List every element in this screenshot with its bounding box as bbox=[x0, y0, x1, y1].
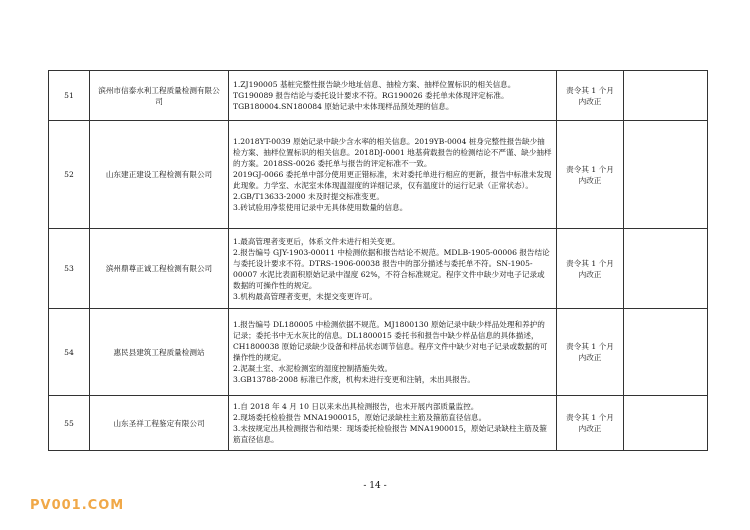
note-cell bbox=[624, 396, 708, 451]
issue-item: 2.泥凝土室、水泥检测室的湿度控制措施失效。 bbox=[233, 364, 393, 373]
issues-cell bbox=[229, 71, 557, 121]
table-row bbox=[49, 229, 708, 309]
issue-item: 2.现场委托检验报告 MNA1900015，原始记录缺柱主筋及箍筋直径信息。 bbox=[233, 413, 487, 422]
issue-item: 3.未按规定出具检测报告和结果：现场委托检验报告 MNA1900015，原始记录缺柱主筋及箍筋直径信息。 bbox=[233, 424, 547, 444]
issue-item: 2.报告编号 GJY-1903-00011 中检测依据和报告结论不规范。MDLB-1905-00006 报告结论与委托设计要求不符。DTRS-1906-00038 报告中的部分描述与委托单不符。SN-1905-00007 水泥比表面积原始记录中湿度 62%，不符合标准规定。程序文件中缺少对电子记录或数据的可操作性的规定。 bbox=[233, 247, 550, 290]
watermark-logo: PV001.COM bbox=[30, 498, 125, 513]
company-name: 滨州市信泰水利工程质量检测有限公司 bbox=[90, 71, 229, 121]
table-row bbox=[49, 396, 708, 451]
company-name: 惠民县建筑工程质量检测站 bbox=[90, 309, 229, 396]
row-number: 51 bbox=[49, 71, 90, 121]
company-name: 山东建正建设工程检测有限公司 bbox=[90, 121, 229, 229]
action-cell: 责令其 1 个月内改正 bbox=[557, 309, 624, 396]
table-row bbox=[49, 309, 708, 396]
row-number: 52 bbox=[49, 121, 90, 229]
inspection-results-table bbox=[48, 70, 708, 451]
company-name: 山东圣祥工程鉴定有限公司 bbox=[90, 396, 229, 451]
note-cell bbox=[624, 71, 708, 121]
row-number: 55 bbox=[49, 396, 90, 451]
issues-cell bbox=[229, 121, 557, 229]
issue-item: 1.ZJ190005 基桩完整性报告缺少地址信息、抽检方案、抽样位置标识的相关信息。TG190089 报告结论与委托设计要求不符。RG190026 委托单未体现评定标准。TGB180004.SN180084 原始记录中未体现样品预处理的信息。 bbox=[233, 80, 516, 111]
action-cell: 责令其 1 个月内改正 bbox=[557, 121, 624, 229]
note-cell bbox=[624, 309, 708, 396]
page-number: - 14 - bbox=[363, 481, 387, 491]
issue-item: 3.机构最高管理者变更，未提交变更许可。 bbox=[233, 291, 377, 301]
note-cell bbox=[624, 229, 708, 309]
issue-item: 3.GB13788-2008 标准已作废，机构未进行变更和注销，未出具报告。 bbox=[233, 375, 476, 384]
table-row bbox=[49, 71, 708, 121]
issues-cell bbox=[229, 229, 557, 309]
note-cell bbox=[624, 121, 708, 229]
issues-cell bbox=[229, 309, 557, 396]
action-cell: 责令其 1 个月内改正 bbox=[557, 396, 624, 451]
issue-item: 2019GJ-0066 委托单中部分使用更正错标准，未对委托单进行相应的更新，报告中标准未发现此现象。力学室、水泥室未体现温湿度的详细记录，仅有温度计的运行记录（正常状态）。 bbox=[233, 170, 552, 190]
issue-item: 1.2018YT-0039 原始记录中缺少含水率的相关信息。2019YB-0004 桩身完整性报告缺少抽检方案、抽样位置标识的相关信息。2018DJ-0001 地基荷载报告的检测结论不严谨、缺少抽样的方案。2018SS-0026 委托单与报告的评定标准不一致。 bbox=[233, 137, 552, 168]
issue-item: 1.最高管理者变更后，体系文件未进行相关变更。 bbox=[233, 236, 400, 246]
row-number: 54 bbox=[49, 309, 90, 396]
company-name: 滨州鼎尊正诚工程检测有限公司 bbox=[90, 229, 229, 309]
issue-item: 3.砖试验用净浆使用记录中无具体使用数量的信息。 bbox=[233, 203, 408, 212]
action-cell: 责令其 1 个月内改正 bbox=[557, 229, 624, 309]
issue-item: 1.报告编号 DL180005 中检测依据不规范。MJ1800130 原始记录中缺少样品处理和养护的记录；委托书中无水灰比的信息。DL1800015 委托书和报告中缺少样品信息的具体描述，CH1800038 原始记录缺少设备和样品状态调节信息。程序文件中缺少对电子记录或数据的可操作性的规定。 bbox=[233, 320, 548, 362]
issues-cell bbox=[229, 396, 557, 451]
row-number: 53 bbox=[49, 229, 90, 309]
table-row bbox=[49, 121, 708, 229]
issue-item: 1.自 2018 年 4 月 10 日以来未出具检测报告，也未开展内部质量监控。 bbox=[233, 402, 479, 411]
action-cell: 责令其 1 个月内改正 bbox=[557, 71, 624, 121]
issue-item: 2.GB/T13633-2000 未及时提交标准变更。 bbox=[233, 192, 384, 201]
